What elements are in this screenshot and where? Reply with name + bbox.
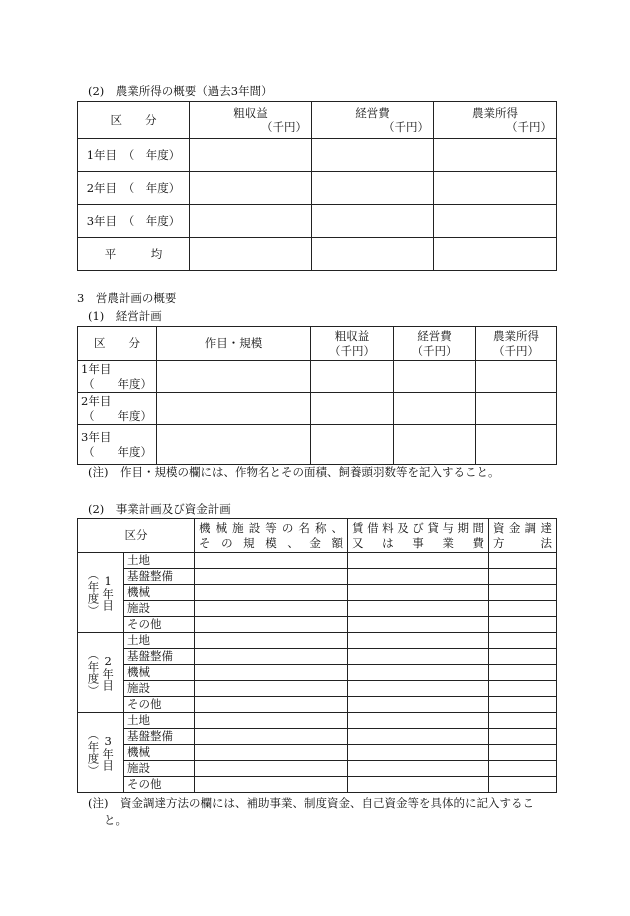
bp-item-label: 土地 (124, 553, 195, 569)
income-col-gross (190, 102, 312, 139)
bp-col-lease (348, 519, 489, 553)
input-cell[interactable] (348, 585, 489, 601)
input-cell[interactable] (348, 761, 489, 777)
table-row (78, 425, 557, 465)
bp-year-label: 2年目 (101, 654, 116, 691)
table-row (78, 393, 557, 425)
income-col-income-unit: （千円） (506, 120, 552, 134)
plan-col-gross (311, 327, 394, 361)
input-cell[interactable] (476, 393, 557, 425)
input-cell[interactable] (348, 777, 489, 793)
bp-item-label: 施設 (124, 681, 195, 697)
bp-item-label: 機械 (124, 665, 195, 681)
income-heading: (2) 農業所得の概要（過去3年間） (88, 84, 273, 98)
input-cell[interactable] (190, 172, 312, 205)
table-row (78, 238, 557, 271)
input-cell[interactable] (348, 745, 489, 761)
table-row (78, 777, 557, 793)
input-cell[interactable] (434, 238, 557, 271)
income-col-gross-unit: （千円） (261, 120, 307, 134)
table-row (78, 761, 557, 777)
table-row (78, 649, 557, 665)
input-cell[interactable] (195, 745, 348, 761)
table-row (78, 697, 557, 713)
bp-year-label: 3年目 (101, 734, 116, 771)
plan-col-cost-label: 経営費 (417, 329, 452, 344)
input-cell[interactable] (195, 713, 348, 729)
input-cell[interactable] (348, 697, 489, 713)
input-cell[interactable] (348, 569, 489, 585)
plan-row-nendo: （ 年度） (83, 408, 152, 423)
input-cell[interactable] (489, 761, 557, 777)
input-cell[interactable] (348, 649, 489, 665)
table-row (78, 681, 557, 697)
management-plan-table (77, 326, 557, 465)
input-cell[interactable] (489, 697, 557, 713)
income-row-label: 平 均 (78, 238, 190, 271)
input-cell[interactable] (195, 729, 348, 745)
bp-nendo-label: 年度 (86, 661, 101, 684)
bp-item-label: 基盤整備 (124, 649, 195, 665)
input-cell[interactable] (489, 745, 557, 761)
input-cell[interactable] (195, 649, 348, 665)
bp-col-lease-line1: 賃 借 料 及 び 貸 与 期 間 (352, 521, 484, 536)
input-cell[interactable] (312, 172, 434, 205)
input-cell[interactable] (489, 633, 557, 649)
input-cell[interactable] (489, 601, 557, 617)
input-cell[interactable] (476, 425, 557, 465)
input-cell[interactable] (348, 665, 489, 681)
bp-paren-open: （ (86, 728, 101, 741)
income-row-label: 2年目 （ 年度） (78, 172, 190, 205)
input-cell[interactable] (476, 361, 557, 393)
input-cell[interactable] (157, 393, 311, 425)
input-cell[interactable] (434, 139, 557, 172)
table-row (78, 172, 557, 205)
input-cell[interactable] (195, 761, 348, 777)
input-cell[interactable] (195, 665, 348, 681)
bp-kubun-header: 区分 (78, 519, 195, 553)
bp-col-funding-line1: 資 金 調 達 (493, 521, 552, 536)
bp-item-label: 土地 (124, 713, 195, 729)
funding-note: (注) 資金調達方法の欄には、補助事業、制度資金、自己資金等を具体的に記入するこ (88, 796, 534, 810)
input-cell[interactable] (348, 601, 489, 617)
section3-heading: 3 営農計画の概要 (77, 291, 177, 305)
input-cell[interactable] (195, 697, 348, 713)
plan-col-gross-label: 粗収益 (334, 329, 370, 344)
plan-row-year: 2年目 (81, 394, 112, 409)
input-cell[interactable] (394, 425, 476, 465)
income-col-income-label: 農業所得 (472, 105, 518, 120)
plan-col-cost (394, 327, 476, 361)
bp-item-label: 基盤整備 (124, 569, 195, 585)
input-cell[interactable] (489, 649, 557, 665)
input-cell[interactable] (489, 729, 557, 745)
input-cell[interactable] (348, 729, 489, 745)
input-cell[interactable] (195, 585, 348, 601)
bp-year-cell (78, 633, 124, 713)
income-col-cost (312, 102, 434, 139)
bp-item-label: その他 (124, 617, 195, 633)
input-cell[interactable] (195, 553, 348, 569)
input-cell[interactable] (195, 617, 348, 633)
bp-item-label: その他 (124, 697, 195, 713)
bp-item-label: その他 (124, 777, 195, 793)
bp-nendo-label: 年度 (86, 741, 101, 764)
input-cell[interactable] (348, 713, 489, 729)
table-row (78, 569, 557, 585)
table-row (78, 633, 557, 649)
input-cell[interactable] (190, 205, 312, 238)
input-cell[interactable] (195, 633, 348, 649)
bp-col-lease-line2: 又 は 事 業 費 (352, 535, 484, 550)
table-row (78, 585, 557, 601)
input-cell[interactable] (195, 777, 348, 793)
plan-row-label (78, 425, 157, 465)
input-cell[interactable] (311, 425, 394, 465)
plan-col-income (476, 327, 557, 361)
input-cell[interactable] (311, 361, 394, 393)
plan-col-crop: 作目・規模 (157, 327, 311, 361)
input-cell[interactable] (489, 713, 557, 729)
table-row (78, 205, 557, 238)
table-row (78, 665, 557, 681)
bp-year-cell (78, 553, 124, 633)
input-cell[interactable] (489, 553, 557, 569)
input-cell[interactable] (394, 393, 476, 425)
input-cell[interactable] (190, 238, 312, 271)
bp-item-label: 施設 (124, 761, 195, 777)
plan-heading: (1) 経営計画 (88, 309, 162, 323)
table-row (78, 617, 557, 633)
table-row (78, 139, 557, 172)
input-cell[interactable] (348, 553, 489, 569)
input-cell[interactable] (312, 238, 434, 271)
funding-note-cont: と。 (104, 813, 127, 827)
bp-col-funding (489, 519, 557, 553)
bp-year-label: 1年目 (101, 574, 116, 611)
plan-col-gross-unit: （千円） (329, 343, 375, 358)
plan-note: (注) 作目・規模の欄には、作物名とその面積、飼養頭羽数等を記入すること。 (88, 465, 500, 479)
input-cell[interactable] (489, 617, 557, 633)
plan-row-label (78, 393, 157, 425)
income-col-cost-unit: （千円） (383, 120, 429, 134)
input-cell[interactable] (348, 617, 489, 633)
table-row (78, 713, 557, 729)
input-cell[interactable] (195, 601, 348, 617)
bp-item-label: 基盤整備 (124, 729, 195, 745)
income-kubun-header: 区 分 (78, 102, 190, 139)
bp-col-equipment-line2: そ の 規 模 、 金 額 (199, 535, 343, 550)
bp-col-equipment-line1: 機 械 施 設 等 の 名 称 、 (199, 521, 343, 536)
table-row (78, 729, 557, 745)
bp-col-equipment (195, 519, 348, 553)
input-cell[interactable] (434, 172, 557, 205)
business-plan-table (77, 518, 557, 793)
input-cell[interactable] (157, 425, 311, 465)
income-col-income (434, 102, 557, 139)
bp-paren-close: ） (86, 764, 101, 777)
input-cell[interactable] (434, 205, 557, 238)
bp-item-label: 機械 (124, 745, 195, 761)
input-cell[interactable] (190, 139, 312, 172)
table-row (78, 601, 557, 617)
plan-row-year: 1年目 (81, 362, 112, 377)
input-cell[interactable] (312, 205, 434, 238)
plan-row-nendo: （ 年度） (83, 444, 152, 459)
bp-year-cell (78, 713, 124, 793)
plan-col-cost-unit: （千円） (411, 343, 458, 358)
input-cell[interactable] (489, 777, 557, 793)
bp-paren-open: （ (86, 568, 101, 581)
bp-item-label: 機械 (124, 585, 195, 601)
bp-paren-close: ） (86, 604, 101, 617)
bp-paren-close: ） (86, 684, 101, 697)
input-cell[interactable] (311, 393, 394, 425)
plan-row-label (78, 361, 157, 393)
income-col-cost-label: 経営費 (355, 105, 390, 120)
table-row (78, 745, 557, 761)
input-cell[interactable] (195, 569, 348, 585)
bp-item-label: 土地 (124, 633, 195, 649)
income-row-label: 1年目 （ 年度） (78, 139, 190, 172)
input-cell[interactable] (489, 681, 557, 697)
business-plan-heading: (2) 事業計画及び資金計画 (88, 502, 231, 516)
input-cell[interactable] (489, 585, 557, 601)
plan-col-income-label: 農業所得 (493, 329, 539, 344)
input-cell[interactable] (348, 681, 489, 697)
input-cell[interactable] (157, 361, 311, 393)
income-table (77, 101, 557, 271)
plan-row-year: 3年目 (81, 430, 112, 445)
bp-item-label: 施設 (124, 601, 195, 617)
table-row (78, 553, 557, 569)
income-col-gross-label: 粗収益 (233, 105, 268, 120)
income-row-label: 3年目 （ 年度） (78, 205, 190, 238)
input-cell[interactable] (394, 361, 476, 393)
input-cell[interactable] (348, 633, 489, 649)
bp-nendo-label: 年度 (86, 581, 101, 604)
plan-col-income-unit: （千円） (493, 343, 539, 358)
input-cell[interactable] (489, 665, 557, 681)
bp-col-funding-line2: 方 法 (493, 535, 552, 550)
input-cell[interactable] (195, 681, 348, 697)
bp-paren-open: （ (86, 648, 101, 661)
input-cell[interactable] (312, 139, 434, 172)
input-cell[interactable] (489, 569, 557, 585)
table-row (78, 361, 557, 393)
plan-row-nendo: （ 年度） (83, 376, 152, 391)
plan-kubun-header: 区 分 (78, 327, 157, 361)
